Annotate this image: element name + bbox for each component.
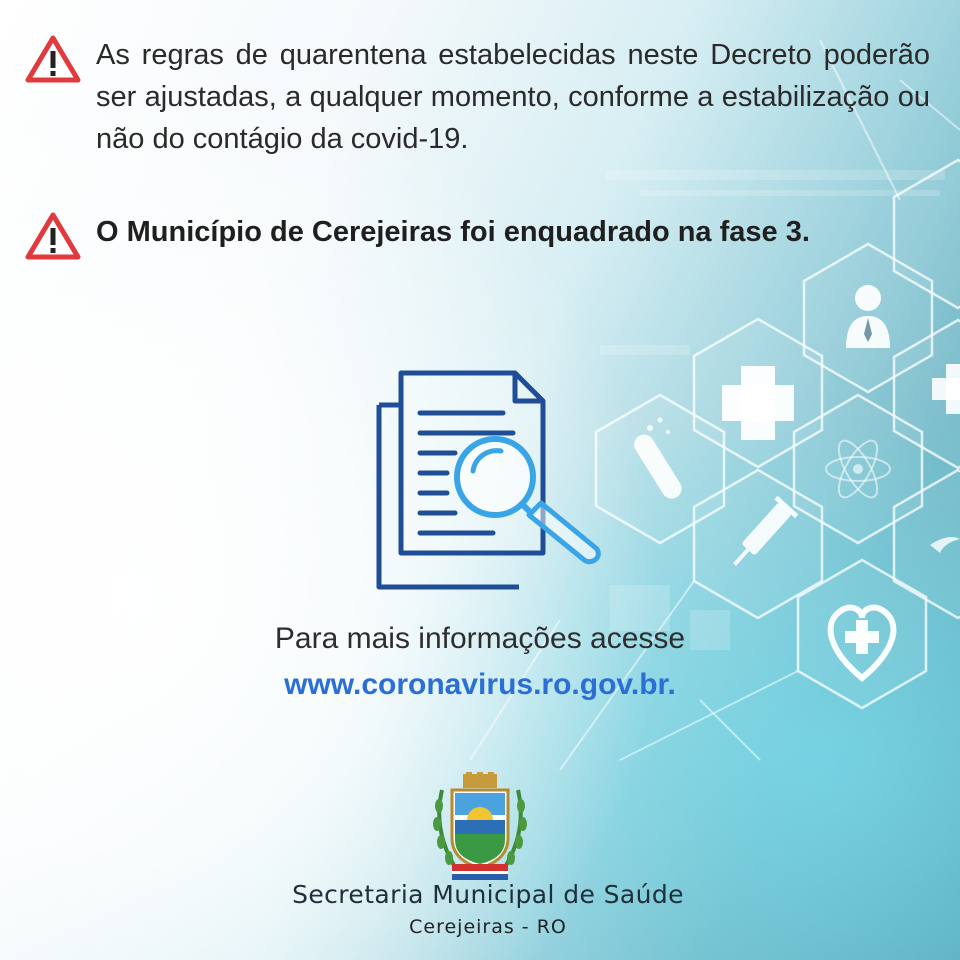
- coat-of-arms-emblem: [430, 772, 530, 884]
- warning-triangle-icon: [24, 34, 82, 84]
- info-text: Para mais informações acesse: [274, 622, 686, 655]
- organization-name: Secretaria Municipal de Saúde: [292, 880, 684, 909]
- warning-triangle-icon: [24, 211, 82, 261]
- website-link[interactable]: www.coronavirus.ro.gov.br.: [284, 668, 676, 701]
- notice-text: O Município de Cerejeiras foi enquadrado na fase 3.: [96, 216, 810, 248]
- organization-city: Cerejeiras - RO: [409, 916, 567, 938]
- notice-text: As regras de quarentena estabelecidas neste Decreto poderão ser ajustadas, a qualquer momento, conforme a estabilização ou não do contágio da covid-19.: [96, 39, 930, 155]
- phase-notice: [24, 211, 930, 261]
- document-search-icon: [365, 365, 610, 595]
- quarantine-rules-notice: [24, 34, 930, 160]
